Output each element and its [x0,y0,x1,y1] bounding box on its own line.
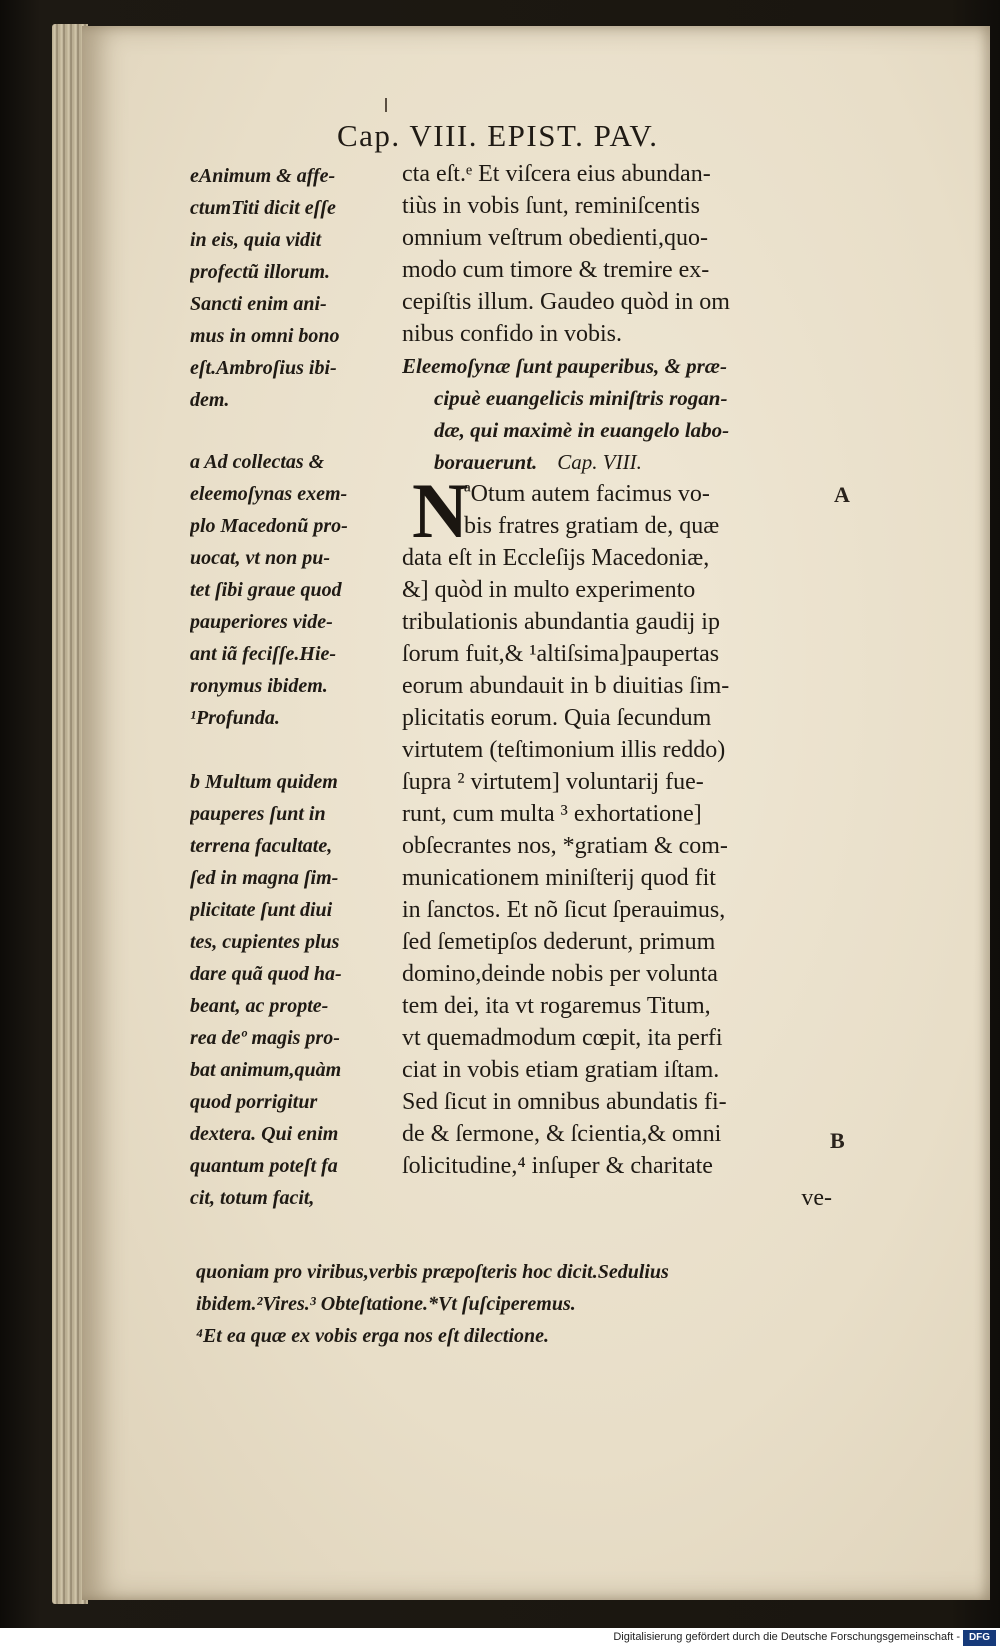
margin-note-line: mus in omni bono [190,325,340,347]
text-line: plicitatis eorum. Quia ſecundum [402,705,712,731]
dfg-logo: DFG [963,1630,996,1646]
text-line: runt, cum multa ³ exhortatione] [402,801,702,827]
margin-note-line: plicitate ſunt diui [190,899,333,921]
footnotes [196,1256,836,1352]
margin-note-line: quod porrigitur [190,1091,318,1113]
margin-note-line: dextera. Qui enim [190,1123,339,1145]
text-line: eorum abundauit in b diuitias ſim- [402,673,730,699]
margin-note-line: b Multum quidem [190,771,338,793]
margin-notes-middle [190,446,400,734]
margin-notes-lower [190,766,400,1214]
text-line: ſorum fuit,& ¹altiſsima]paupertas [402,641,720,667]
footnote-line: quoniam pro viribus,verbis præpoſteris hoc dicit.Sedulius [196,1261,669,1283]
summary-line: cipuè euangelicis miniſtris rogan- [434,386,728,410]
margin-note-line: eleemoſynas exem- [190,483,348,505]
margin-note-line: ctumTiti dicit eſſe [190,197,336,219]
margin-note-line: bat animum,quàm [190,1059,342,1081]
footnote-line: ibidem.²Vires.³ Obteſtatione.*Vt ſuſciperemus. [196,1293,576,1315]
margin-note-line: quantum poteſt fa [190,1155,338,1177]
text-line: ve- [801,1185,832,1211]
margin-note-line: pauperiores vide- [190,611,333,633]
text-line-start: ªOtum autem facimus vo- [464,481,710,507]
margin-note-line: dare quã quod ha- [190,963,342,985]
margin-notes [190,160,400,1214]
margin-note-line: Sancti enim ani- [190,293,327,315]
text-line: ciat in vobis etiam gratiam iſtam. [402,1057,720,1083]
text-line: vt quemadmodum cœpit, ita perfi [402,1025,723,1051]
text-line: &] quòd in multo experimento [402,577,696,603]
funding-credit: Digitalisierung gefördert durch die Deutsche Forschungsgemeinschaft - [613,1631,960,1643]
margin-note-line: ronymus ibidem. [190,675,328,697]
drop-cap: N [412,467,469,554]
summary-line-end: borauerunt. [434,450,538,474]
margin-note-line: beant, ac propte- [190,995,329,1017]
main-text [402,158,832,1214]
text-line: ſolicitudine,⁴ inſuper & charitate [402,1153,713,1179]
margin-note-line: a Ad collectas & [190,451,325,473]
text-line: de & ſermone, & ſcientia,& omni [402,1121,722,1147]
text-line: in ſanctos. Et nõ ſicut ſperauimus, [402,897,726,923]
margin-note-line: cit, totum facit, [190,1187,315,1209]
summary-line: Eleemoſynæ ſunt pauperibus, & præ- [402,354,727,378]
margin-note-line: eAnimum & affe- [190,165,336,187]
summary-line: dæ, qui maximè in euangelo labo- [434,418,730,442]
text-line: cta eſt.ᵉ Et viſcera eius abundan- [402,161,711,187]
text-line: nibus confido in vobis. [402,321,622,347]
margin-note-line: rea deº magis pro- [190,1027,340,1049]
text-line: ſed ſemetipſos dederunt, primum [402,929,716,955]
text-line: domino,deinde nobis per volunta [402,961,718,987]
section-letter-a: A [834,482,850,507]
section-letter-b: B [830,1128,845,1153]
text-line: tribulationis abundantia gaudij ip [402,609,720,635]
text-line: ſupra ² virtutem] voluntarij fue- [402,769,704,795]
text-line: municationem miniſterij quod fit [402,865,716,891]
text-line: tiùs in vobis ſunt, reminiſcentis [402,193,700,219]
printer-mark [385,98,387,112]
text-line: Sed ſicut in omnibus abundatis fi- [402,1089,727,1115]
text-line: virtutem (teſtimonium illis reddo) [402,737,726,763]
margin-note-line: dem. [190,389,230,411]
text-line: omnium veſtrum obedienti,quo- [402,225,708,251]
margin-note-line: in eis, quia vidit [190,229,322,251]
chapter-summary [402,350,832,478]
margin-note-line: uocat, vt non pu- [190,547,331,569]
margin-note-line: eſt.Ambroſius ibi- [190,357,337,379]
main-text-upper [402,158,832,350]
margin-note-line: tes, cupientes plus [190,931,340,953]
text-line: cepiſtis illum. Gaudeo quòd in om [402,289,730,315]
chapter-heading: Cap. VIII. [557,450,642,474]
text-line: tem dei, ita vt rogaremus Titum, [402,993,711,1019]
margin-note-line: ¹Profunda. [190,707,280,729]
footnote-line: ⁴Et ea quæ ex vobis erga nos eſt dilectione. [196,1325,550,1347]
running-header: Cap. VIII. EPIST. PAV. [337,118,659,153]
digitization-footer [0,1628,1000,1649]
text-line: bis fratres gratiam de, quæ [464,513,720,539]
text-line: obſecrantes nos, *gratiam & com- [402,833,728,859]
margin-note-line: pauperes ſunt in [190,803,326,825]
margin-note-line: profectũ illorum. [190,261,331,283]
margin-note-line: plo Macedonũ pro- [190,515,348,537]
text-line: modo cum timore & tremire ex- [402,257,710,283]
margin-note-line: ſed in magna ſim- [190,867,339,889]
margin-note-line: terrena facultate, [190,835,333,857]
margin-notes-upper [190,160,400,416]
margin-note-line: ant iã feciſſe.Hie- [190,643,337,665]
margin-note-line: tet ſibi graue quod [190,579,342,601]
text-line: data eſt in Eccleſijs Macedoniæ, [402,545,710,571]
main-text-chapter [402,467,832,1214]
